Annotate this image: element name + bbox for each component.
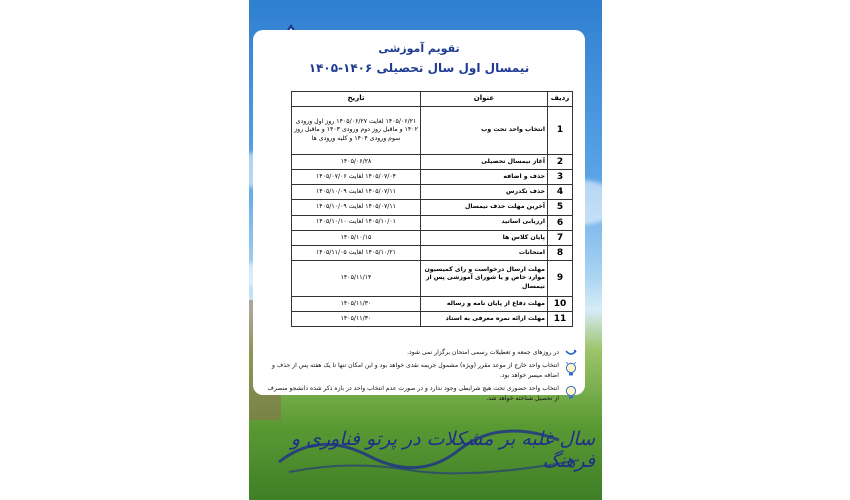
lightbulb-icon	[565, 362, 577, 381]
row-subject: مهلت ارسال درخواست و رای کمیسیون موارد خاص و یا شورای آموزشی پس از نیمسال	[421, 260, 548, 296]
header-date: تاریخ	[292, 92, 421, 107]
row-number: 6	[548, 215, 573, 230]
row-number: 5	[548, 200, 573, 215]
table-row	[292, 296, 573, 311]
row-date: ۱۴۰۵/۱۰/۲۱ لغایت ۱۴۰۵/۱۱/۰۵	[292, 245, 421, 260]
row-subject: حذف و اضافه	[421, 170, 548, 185]
row-date: ۱۴۰۵/۱۰/۱۵	[292, 230, 421, 245]
row-number: 9	[548, 260, 573, 296]
note-item	[261, 348, 577, 357]
note-item	[261, 361, 577, 380]
calendar-card	[253, 30, 585, 402]
row-subject: امتحانات	[421, 245, 548, 260]
row-number: 3	[548, 170, 573, 185]
note-text: انتخاب واحد حضوری تحت هیچ شرایطی وجود ندارد و در صورت عدم انتخاب واحد در بازه ذکر شده دانشجو منصرف از تحصیل شناخته خواهد شد.	[267, 385, 559, 402]
row-date: ۱۴۰۵/۱۰/۰۱ لغایت ۱۴۰۵/۱۰/۱۰	[292, 215, 421, 230]
row-number: 7	[548, 230, 573, 245]
row-date: ۱۴۰۵/۰۶/۲۸	[292, 155, 421, 170]
row-date: ۱۴۰۵/۰۶/۲۱ لغایت ۱۴۰۵/۰۶/۲۷ روز اول ورودی ۱۴۰۲ و ماقبل روز دوم ورودی ۱۴۰۳ و ماقبل روز سوم ورودی ۱۴۰۴ و کلیه ورودی ها	[292, 107, 421, 155]
year-slogan	[259, 410, 595, 482]
page-subtitle: نیمسال اول سال تحصیلی ۱۴۰۶-۱۴۰۵	[308, 61, 530, 75]
row-subject: حذف تکدرس	[421, 185, 548, 200]
row-subject: انتخاب واحد تحت وب	[421, 107, 548, 155]
row-date: ۱۴۰۵/۱۱/۳۰	[292, 312, 421, 327]
lightbulb-icon	[565, 385, 577, 404]
row-number: 10	[548, 296, 573, 311]
header-row-number: ردیف	[548, 92, 573, 107]
row-date: ۱۴۰۵/۰۷/۱۱ لغایت ۱۴۰۵/۱۰/۰۹	[292, 185, 421, 200]
row-date: ۱۴۰۵/۱۱/۱۴	[292, 260, 421, 296]
row-subject: مهلت ارائه نمره معرفی به استاد	[421, 312, 548, 327]
row-subject: آغاز نیمسال تحصیلی	[421, 155, 548, 170]
calendar-table	[291, 91, 573, 327]
row-date: ۱۴۰۵/۱۱/۳۰	[292, 296, 421, 311]
table-row	[292, 155, 573, 170]
note-text: در روزهای جمعه و تعطیلات رسمی امتحان برگزار نمی شود.	[407, 349, 559, 356]
calendar-poster	[249, 0, 602, 500]
table-header-row	[292, 92, 573, 107]
table-row	[292, 170, 573, 185]
row-number: 8	[548, 245, 573, 260]
table-row	[292, 260, 573, 296]
table-row	[292, 312, 573, 327]
row-number: 1	[548, 107, 573, 155]
table-row	[292, 230, 573, 245]
row-subject: آخرین مهلت حذف نیمسال	[421, 200, 548, 215]
row-number: 2	[548, 155, 573, 170]
table-row	[292, 245, 573, 260]
row-subject: ارزیابی اساتید	[421, 215, 548, 230]
slogan-text: سال غلبه بر مشکلات در پرتو فناوری و فرهنگ	[290, 428, 595, 472]
note-item	[261, 384, 577, 403]
table-row	[292, 215, 573, 230]
header-subject: عنوان	[421, 92, 548, 107]
row-number: 11	[548, 312, 573, 327]
row-date: ۱۴۰۵/۰۷/۱۱ لغایت ۱۴۰۵/۱۰/۰۹	[292, 200, 421, 215]
row-date: ۱۴۰۵/۰۷/۰۴ لغایت ۱۴۰۵/۰۷/۰۶	[292, 170, 421, 185]
table-row	[292, 107, 573, 155]
row-subject: مهلت دفاع از پایان نامه و رساله	[421, 296, 548, 311]
row-number: 4	[548, 185, 573, 200]
note-icon	[565, 349, 577, 362]
note-text: انتخاب واحد خارج از موعد مقرر (ویژه) مشمول جریمه نقدی خواهد بود و این امکان تنها تا یک هفته پس از حذف و اضافه میسر خواهد بود.	[272, 362, 559, 379]
notes-section	[261, 348, 577, 407]
table-row	[292, 200, 573, 215]
table-row	[292, 185, 573, 200]
row-subject: پایان کلاس ها	[421, 230, 548, 245]
page-title: تقویم آموزشی	[378, 42, 460, 55]
